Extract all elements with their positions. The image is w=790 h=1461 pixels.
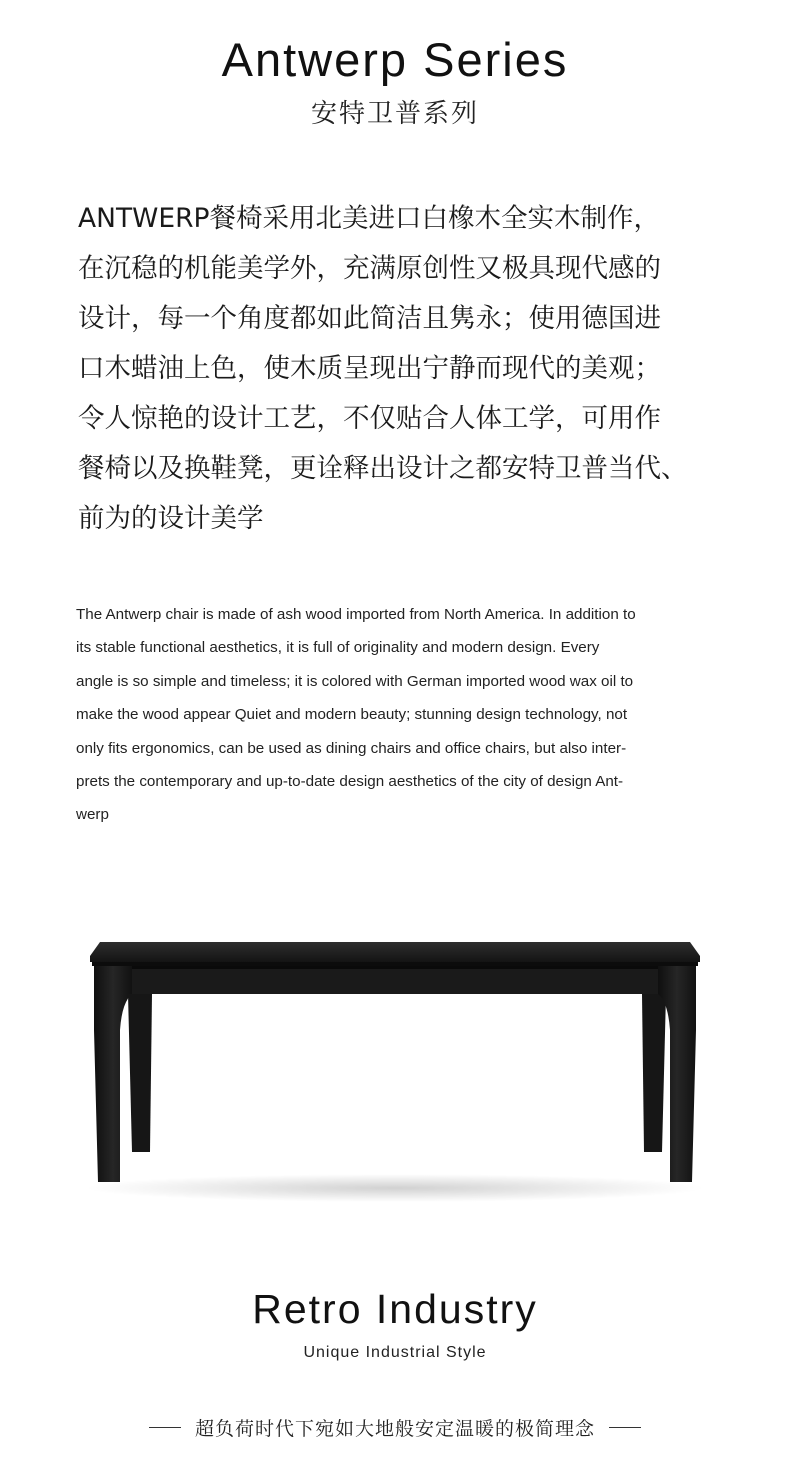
- en-line: werp: [76, 806, 109, 824]
- series-subtitle: 安特卫普系列: [310, 99, 479, 129]
- section-subtitle: Unique Industrial Style: [303, 1344, 487, 1361]
- zh-line: 在沉稳的机能美学外，充满原创性又极具现代感的: [78, 253, 661, 284]
- tagline-row: [0, 1410, 790, 1444]
- tagline-text: 超负荷时代下宛如大地般安定温暖的极简理念: [194, 1417, 595, 1440]
- zh-line: 口木蜡油上色，使木质呈现出宁静而现代的美观；: [78, 353, 661, 384]
- floor-shadow: [85, 1174, 705, 1202]
- tagline-divider-left: [149, 1427, 181, 1428]
- bench-apron: [130, 966, 660, 994]
- zh-line: 设计，每一个角度都如此简洁且隽永；使用德国进: [78, 303, 661, 334]
- tagline-divider-right: [609, 1427, 641, 1428]
- english-description: [76, 598, 718, 832]
- zh-line: 前为的设计美学: [78, 503, 264, 534]
- bench-image: [70, 920, 720, 1220]
- en-line: its stable functional aesthetics, it is full of originality and modern design. Every: [76, 639, 600, 657]
- bench-leg-left-back: [128, 994, 152, 1152]
- zh-line: 餐椅以及换鞋凳，更诠释出设计之都安特卫普当代、: [78, 453, 688, 484]
- series-title: Antwerp Series: [221, 33, 569, 86]
- en-line: angle is so simple and timeless; it is colored with German imported wood wax oil to: [76, 672, 634, 690]
- bench-top: [90, 942, 700, 962]
- en-line: The Antwerp chair is made of ash wood imported from North America. In addition to: [76, 606, 636, 623]
- en-line: make the wood appear Quiet and modern beauty; stunning design technology, not: [76, 706, 628, 724]
- bench-leg-right-back: [642, 994, 666, 1152]
- en-line: only fits ergonomics, can be used as dining chairs and office chairs, but also inter-: [76, 739, 627, 757]
- zh-line: ANTWERP餐椅采用北美进口白橡木全实木制作，: [78, 203, 660, 234]
- bench-illustration: [70, 920, 720, 1220]
- bench-leg-left: [94, 966, 132, 1182]
- zh-line: 令人惊艳的设计工艺，不仅贴合人体工学，可用作: [78, 403, 661, 434]
- chinese-description: [78, 194, 750, 544]
- section-title: Retro Industry: [252, 1286, 538, 1332]
- en-line: prets the contemporary and up-to-date design aesthetics of the city of design Ant-: [76, 773, 624, 791]
